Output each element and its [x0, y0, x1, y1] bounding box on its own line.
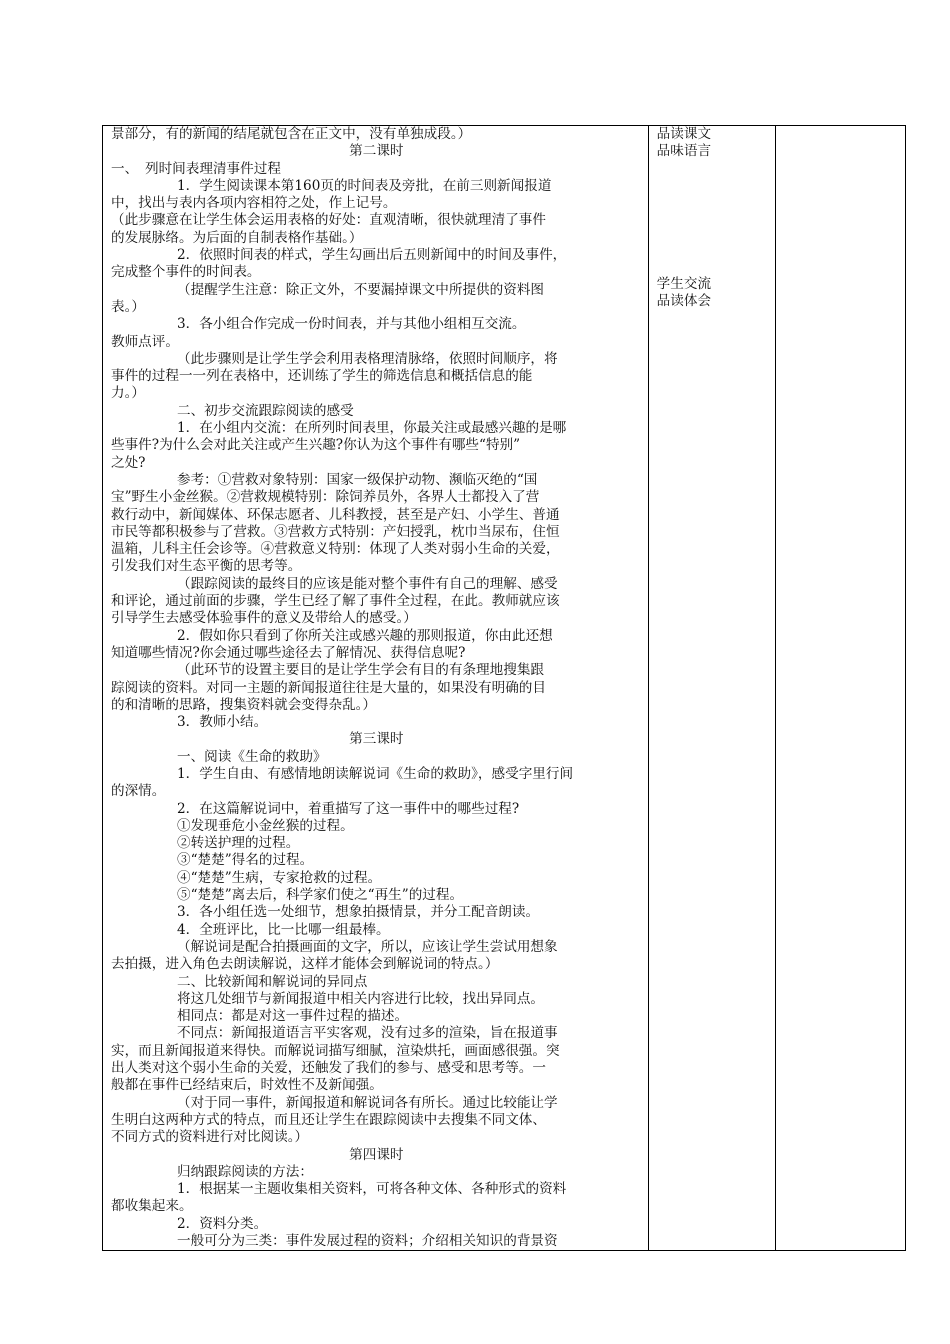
text-line: ①发现垂危小金丝猴的过程。 — [177, 817, 354, 834]
text-line: 都收集起来。 — [111, 1198, 193, 1215]
text-line: 之处? — [111, 454, 146, 471]
text-line: 一、 列时间表理清事件过程 — [111, 160, 281, 177]
text-line: ④“楚楚”生病，专家抢救的过程。 — [177, 869, 382, 886]
side-note-exchange — [657, 276, 775, 311]
text-line: 2．假如你只看到了你所关注或感兴趣的那则报道，你由此还想 — [177, 627, 553, 644]
text-line: 表。） — [111, 298, 145, 315]
text-line: 中，找出与表内各项内容相符之处，作上记号。 — [111, 195, 397, 212]
text-line: 和评论，通过前面的步骤，学生已经了解了事件全过程，在此。教师就应该 — [111, 593, 560, 610]
text-line: （提醒学生注意：除正文外，不要漏掉课文中所提供的资料图 — [177, 281, 545, 298]
text-line: 实，而且新闻报道来得快。而解说词描写细腻，渲染烘托，画面感很强。突 — [111, 1042, 560, 1059]
text-line: 的发展脉络。为后面的自制表格作基础。） — [111, 229, 363, 246]
text-line: （此步骤意在让学生体会运用表格的好处：直观清晰，很快就理清了事件 — [111, 212, 546, 229]
text-line: 第四课时 — [349, 1146, 404, 1163]
text-line: 力。） — [111, 385, 145, 402]
text-line: 参考：①营救对象特别：国家一级保护动物、濒临灭绝的“国 — [177, 471, 538, 488]
text-line: 市民等都积极参与了营救。③营救方式特别：产妇授乳，枕巾当尿布，住恒 — [111, 523, 560, 540]
side-note-line: 品读课文 — [656, 126, 712, 142]
text-line: 第三课时 — [349, 731, 404, 748]
text-line: 完成整个事件的时间表。 — [111, 264, 261, 281]
text-line: 生明白这两种方式的特点，而且还让学生在跟踪阅读中去搜集不同文体、 — [111, 1111, 546, 1128]
text-line: 出人类对这个弱小生命的关爱，还触发了我们的参与、感受和思考等。一 — [111, 1060, 546, 1077]
table-row — [103, 126, 906, 1251]
text-line: 些事件?为什么会对此关注或产生兴趣?你认为这个事件有哪些“特别” — [111, 437, 521, 454]
text-line: 引发我们对生态平衡的思考等。 — [111, 558, 302, 575]
text-line: 4．全班评比，比一比哪一组最棒。 — [177, 921, 390, 938]
text-line: ②转送护理的过程。 — [177, 835, 300, 852]
lesson-plan-table — [102, 125, 906, 1251]
text-line: 的和清晰的思路，搜集资料就会变得杂乱。） — [111, 696, 377, 713]
side-note-line: 品味语言 — [656, 143, 712, 160]
text-line: 1．学生自由、有感情地朗读解说词《生命的救助》，感受字里行间 — [177, 765, 574, 782]
text-line: 1．学生阅读课本第160页的时间表及旁批，在前三则新闻报道 — [177, 177, 552, 194]
text-line: 救行动中，新闻媒体、环保志愿者、儿科教授，甚至是产妇、小学生、普通 — [111, 506, 560, 523]
text-line: 2．在这篇解说词中，着重描写了这一事件中的哪些过程? — [177, 800, 520, 817]
text-line: ⑤“楚楚”离去后，科学家们使之“再生”的过程。 — [177, 887, 464, 904]
text-line: 2．资料分类。 — [177, 1215, 268, 1232]
text-line: 1．在小组内交流：在所列时间表里，你最关注或最感兴趣的是哪 — [177, 420, 567, 437]
text-line: 3．教师小结。 — [177, 714, 268, 731]
text-line: 温箱，儿科主任会诊等。④营救意义特别：体现了人类对弱小生命的关爱， — [111, 541, 560, 558]
text-line: 2．依照时间表的样式，学生勾画出后五则新闻中的时间及事件， — [177, 247, 567, 264]
text-line: 宝”野生小金丝猴。②营救规模特别：除饲养员外，各界人士都投入了营 — [111, 489, 540, 506]
text-line: 去拍摄，进入角色去朗读解说，这样才能体会到解说词的特点。） — [111, 956, 499, 973]
text-line: 二、初步交流跟踪阅读的感受 — [177, 402, 354, 419]
text-line: 将这几处细节与新闻报道中相关内容进行比较，找出异同点。 — [177, 990, 545, 1007]
text-line: ③“楚楚”得名的过程。 — [177, 852, 314, 869]
teaching-process-cell — [103, 126, 649, 1251]
text-line: 相同点：都是对这一事件过程的描述。 — [177, 1008, 409, 1025]
text-line: 教师点评。 — [111, 333, 179, 350]
text-line: （解说词是配合拍摄画面的文字，所以，应该让学生尝试用想象 — [177, 938, 558, 955]
text-line: 一、阅读《生命的救助》 — [177, 748, 327, 765]
text-line: 归纳跟踪阅读的方法： — [177, 1163, 313, 1180]
side-note-line: 学生交流 — [656, 275, 712, 292]
side-note-reading — [657, 126, 775, 161]
text-line: 知道哪些情况?你会通过哪些途径去了解情况、获得信息呢? — [111, 644, 466, 661]
text-line: （此环节的设置主要目的是让学生学会有目的有条理地搜集跟 — [177, 662, 545, 679]
teaching-process-text — [111, 126, 642, 1250]
text-line: 1．根据某一主题收集相关资料，可将各种文体、各种形式的资料 — [177, 1181, 567, 1198]
text-line: （跟踪阅读的最终目的应该是能对整个事件有自己的理解、感受 — [177, 575, 558, 592]
student-activity-cell — [648, 126, 775, 1251]
text-line: 的深情。 — [111, 783, 166, 800]
text-line: 3．各小组合作完成一份时间表，并与其他小组相互交流。 — [177, 316, 526, 333]
text-line: （此步骤则是让学生学会利用表格理清脉络，依照时间顺序，将 — [177, 350, 558, 367]
text-line: 踪阅读的资料。对同一主题的新闻报道往往是大量的，如果没有明确的目 — [111, 679, 546, 696]
text-line: 般都在事件已经结束后，时效性不及新闻强。 — [111, 1077, 383, 1094]
text-line: 二、比较新闻和解说词的异同点 — [177, 973, 368, 990]
text-line: 第二课时 — [349, 143, 404, 160]
text-line: 3．各小组任选一处细节，想象拍摄情景，并分工配音朗读。 — [177, 904, 540, 921]
text-line: （对于同一事件，新闻报道和解说词各有所长。通过比较能让学 — [177, 1094, 558, 1111]
side-note-line: 品读体会 — [656, 292, 712, 309]
text-line: 景部分，有的新闻的结尾就包含在正文中，没有单独成段。） — [111, 126, 472, 142]
text-line: 不同方式的资料进行对比阅读。） — [111, 1129, 309, 1146]
text-line: 一般可分为三类：事件发展过程的资料；介绍相关知识的背景资 — [177, 1233, 558, 1249]
text-line: 不同点：新闻报道语言平实客观，没有过多的渲染，旨在报道事 — [177, 1025, 558, 1042]
text-line: 引导学生去感受体验事件的意义及带给人的感受。） — [111, 610, 417, 627]
text-line: 事件的过程一一列在表格中，还训练了学生的筛选信息和概括信息的能 — [111, 368, 533, 385]
empty-cell — [775, 126, 905, 1251]
